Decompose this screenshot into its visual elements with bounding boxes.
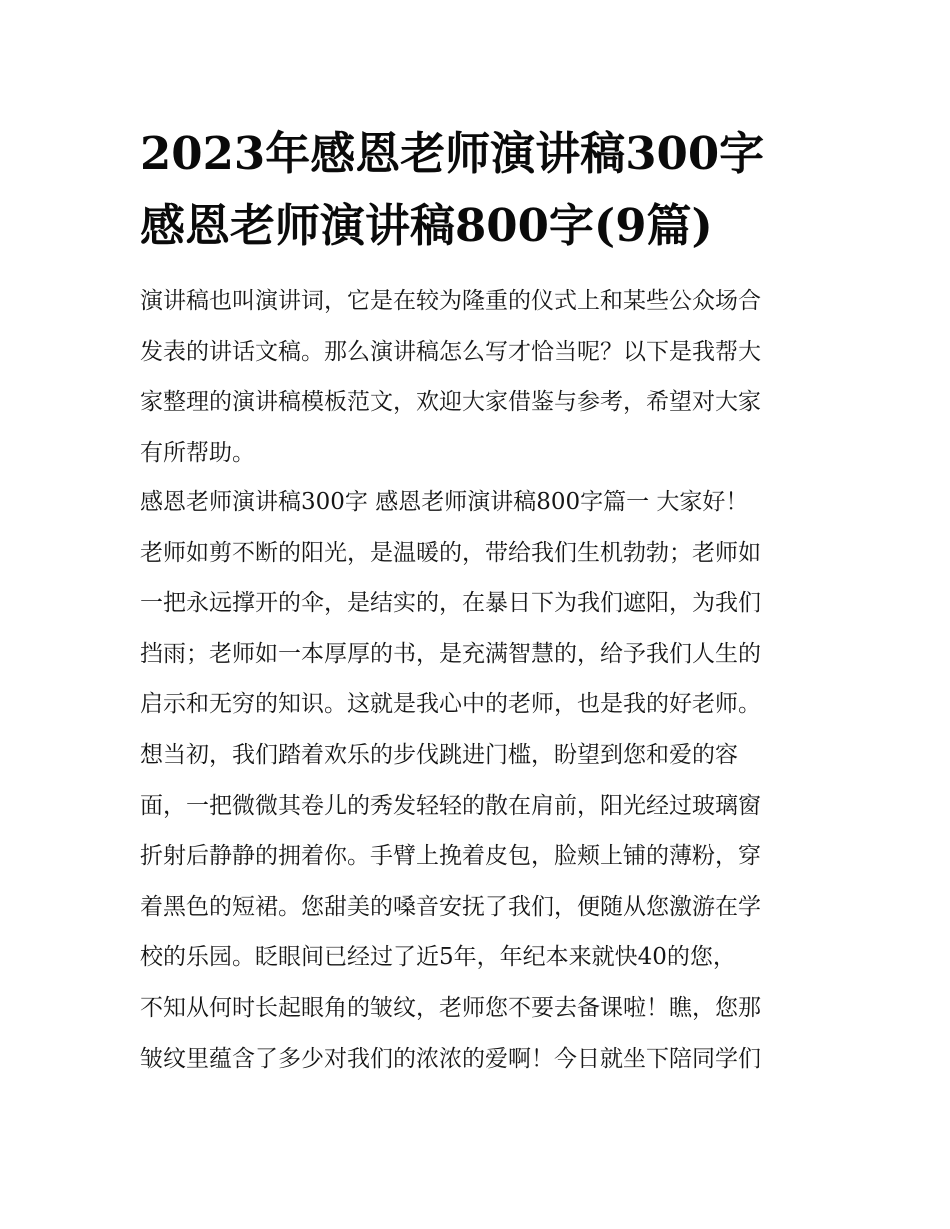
text-line: 不知从何时长起眼角的皱纹，老师您不要去备课啦！瞧，您那 xyxy=(140,994,761,1021)
text-line: 发表的讲话文稿。那么演讲稿怎么写才恰当呢？以下是我帮大 xyxy=(140,338,761,365)
text-line: 皱纹里蕴含了多少对我们的浓浓的爱啊！今日就坐下陪同学们 xyxy=(140,1045,761,1072)
intro-paragraph xyxy=(140,276,830,478)
title-line: 感恩老师演讲稿800字(9篇) xyxy=(140,199,713,252)
text-line: 面，一把微微其卷儿的秀发轻轻的散在肩前，阳光经过玻璃窗 xyxy=(140,792,761,819)
text-line: 有所帮助。 xyxy=(140,439,255,466)
text-line: 折射后静静的拥着你。手臂上挽着皮包，脸颊上铺的薄粉，穿 xyxy=(140,843,761,870)
text-line: 一把永远撑开的伞，是结实的，在暴日下为我们遮阳，为我们 xyxy=(140,590,761,617)
section-heading-line: 感恩老师演讲稿300字 感恩老师演讲稿800字篇一 大家好！ xyxy=(140,489,749,515)
text-line: 启示和无穷的知识。这就是我心中的老师，也是我的好老师。 xyxy=(140,691,761,718)
text-line: 校的乐园。眨眼间已经过了近5年，年纪本来就快40的您， xyxy=(140,944,736,971)
text-line: 想当初，我们踏着欢乐的步伐跳进门槛，盼望到您和爱的容 xyxy=(140,741,738,768)
text-line: 着黑色的短裙。您甜美的嗓音安抚了我们，便随从您激游在学 xyxy=(140,893,761,920)
title-line: 2023年感恩老师演讲稿300字 xyxy=(140,127,765,180)
speech-section xyxy=(140,477,830,1084)
document-title xyxy=(140,118,830,262)
text-line: 老师如剪不断的阳光，是温暖的，带给我们生机勃勃；老师如 xyxy=(140,539,761,566)
text-line: 家整理的演讲稿模板范文，欢迎大家借鉴与参考，希望对大家 xyxy=(140,389,761,416)
text-line: 演讲稿也叫演讲词，它是在较为隆重的仪式上和某些公众场合 xyxy=(140,288,761,314)
text-line: 挡雨；老师如一本厚厚的书，是充满智慧的，给予我们人生的 xyxy=(140,640,761,667)
